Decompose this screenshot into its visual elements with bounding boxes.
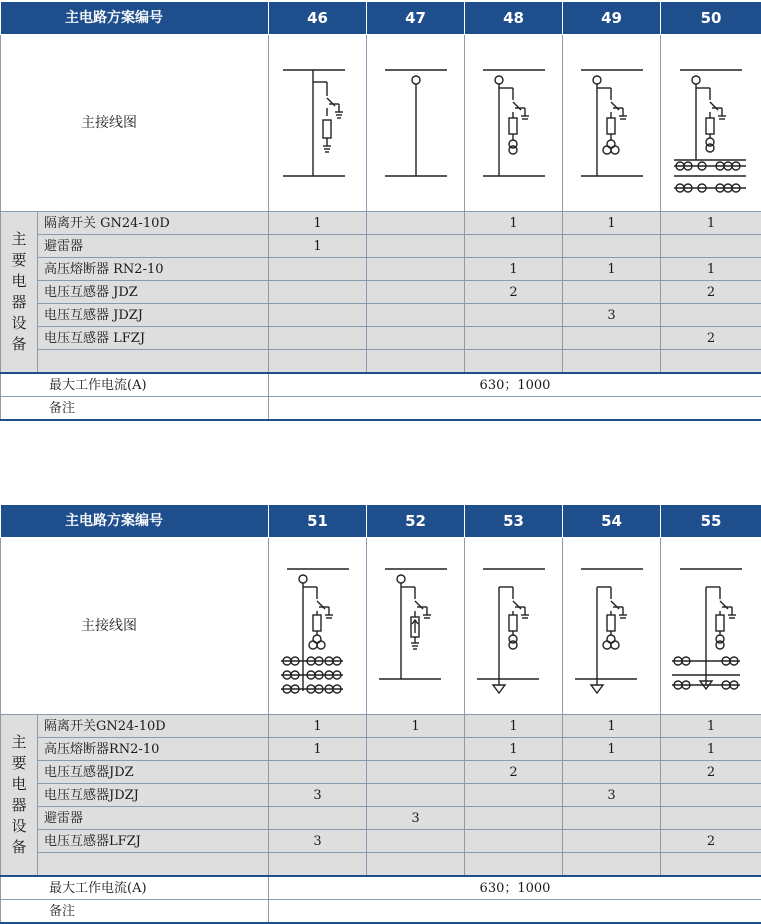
equipment-qty bbox=[269, 281, 367, 304]
equipment-qty bbox=[465, 235, 563, 258]
diagram-cell bbox=[661, 35, 761, 212]
equipment-row bbox=[1, 807, 761, 830]
equipment-name bbox=[38, 350, 269, 374]
equipment-qty bbox=[563, 281, 661, 304]
equipment-qty bbox=[465, 784, 563, 807]
equipment-row bbox=[1, 830, 761, 853]
equipment-qty bbox=[465, 853, 563, 877]
equipment-name: 高压熔断器 RN2-10 bbox=[38, 258, 269, 281]
side-char: 备 bbox=[11, 838, 27, 856]
scheme-number: 53 bbox=[465, 505, 563, 538]
main-equipment-label bbox=[1, 715, 38, 877]
equipment-qty: 1 bbox=[367, 715, 465, 738]
max-current-value: 630；1000 bbox=[269, 373, 761, 397]
equipment-qty bbox=[563, 761, 661, 784]
equipment-row-empty bbox=[1, 350, 761, 374]
max-current-label: 最大工作电流(A) bbox=[1, 373, 269, 397]
equipment-qty: 2 bbox=[661, 327, 761, 350]
scheme-number: 52 bbox=[367, 505, 465, 538]
equipment-qty: 1 bbox=[465, 212, 563, 235]
equipment-qty bbox=[465, 830, 563, 853]
equipment-row bbox=[1, 738, 761, 761]
equipment-qty: 3 bbox=[563, 304, 661, 327]
equipment-qty: 1 bbox=[465, 738, 563, 761]
equipment-row bbox=[1, 281, 761, 304]
scheme-table-1 bbox=[0, 2, 761, 421]
diagram-row bbox=[1, 35, 761, 212]
side-char: 主 bbox=[11, 230, 27, 248]
equipment-qty: 2 bbox=[465, 761, 563, 784]
diagram-cell bbox=[465, 538, 563, 715]
scheme-number-label: 主电路方案编号 bbox=[1, 505, 269, 538]
remark-row bbox=[1, 397, 761, 421]
equipment-qty: 1 bbox=[465, 715, 563, 738]
equipment-row bbox=[1, 212, 761, 235]
remark-value bbox=[269, 397, 761, 421]
equipment-qty bbox=[367, 327, 465, 350]
side-char: 主 bbox=[11, 733, 27, 751]
side-char: 备 bbox=[11, 335, 27, 353]
diagram-cell bbox=[269, 35, 367, 212]
equipment-qty: 1 bbox=[563, 258, 661, 281]
equipment-qty bbox=[367, 235, 465, 258]
max-current-row bbox=[1, 876, 761, 900]
equipment-qty bbox=[367, 350, 465, 374]
pt-ct-triple-icon bbox=[273, 551, 363, 701]
equipment-qty: 2 bbox=[661, 830, 761, 853]
equipment-qty: 1 bbox=[269, 212, 367, 235]
equipment-qty bbox=[269, 853, 367, 877]
equipment-qty: 2 bbox=[465, 281, 563, 304]
equipment-row bbox=[1, 784, 761, 807]
pt-fuse-icon bbox=[469, 48, 559, 198]
cable-pt-icon bbox=[469, 551, 559, 701]
cable-pt-triple-icon bbox=[567, 551, 657, 701]
equipment-qty bbox=[367, 761, 465, 784]
equipment-qty bbox=[367, 281, 465, 304]
side-char: 器 bbox=[11, 796, 27, 814]
equipment-qty bbox=[269, 258, 367, 281]
pt-ct-icon bbox=[666, 48, 756, 198]
equipment-qty bbox=[563, 853, 661, 877]
equipment-qty bbox=[367, 738, 465, 761]
equipment-name: 隔离开关GN24-10D bbox=[38, 715, 269, 738]
equipment-qty bbox=[563, 327, 661, 350]
equipment-name: 电压互感器JDZJ bbox=[38, 784, 269, 807]
scheme-number: 50 bbox=[661, 2, 761, 35]
equipment-row bbox=[1, 327, 761, 350]
diagram-cell bbox=[661, 538, 761, 715]
max-current-label: 最大工作电流(A) bbox=[1, 876, 269, 900]
equipment-qty: 1 bbox=[661, 258, 761, 281]
scheme-number-label: 主电路方案编号 bbox=[1, 2, 269, 35]
equipment-row-empty bbox=[1, 853, 761, 877]
equipment-qty bbox=[269, 304, 367, 327]
diagram-cell bbox=[563, 538, 661, 715]
equipment-qty bbox=[465, 327, 563, 350]
arrester-icon bbox=[371, 551, 461, 701]
max-current-value: 630；1000 bbox=[269, 876, 761, 900]
equipment-qty bbox=[367, 212, 465, 235]
equipment-qty: 1 bbox=[269, 738, 367, 761]
equipment-qty bbox=[465, 807, 563, 830]
equipment-qty bbox=[661, 235, 761, 258]
equipment-qty bbox=[661, 807, 761, 830]
equipment-qty bbox=[367, 258, 465, 281]
equipment-qty bbox=[563, 350, 661, 374]
scheme-number: 49 bbox=[563, 2, 661, 35]
scheme-number: 55 bbox=[661, 505, 761, 538]
header-row bbox=[1, 2, 761, 35]
main-equipment-label bbox=[1, 212, 38, 374]
busbar-only-icon bbox=[371, 48, 461, 198]
equipment-qty bbox=[465, 304, 563, 327]
equipment-row bbox=[1, 715, 761, 738]
equipment-qty bbox=[661, 853, 761, 877]
diagram-label: 主接线图 bbox=[1, 35, 269, 212]
equipment-name: 电压互感器 JDZ bbox=[38, 281, 269, 304]
equipment-qty bbox=[563, 235, 661, 258]
equipment-qty: 1 bbox=[269, 235, 367, 258]
equipment-name: 电压互感器 LFZJ bbox=[38, 327, 269, 350]
equipment-row bbox=[1, 304, 761, 327]
scheme-number: 48 bbox=[465, 2, 563, 35]
diagram-cell bbox=[367, 538, 465, 715]
equipment-qty: 3 bbox=[367, 807, 465, 830]
remark-label: 备注 bbox=[1, 900, 269, 924]
equipment-qty bbox=[269, 350, 367, 374]
equipment-row bbox=[1, 761, 761, 784]
equipment-qty bbox=[563, 830, 661, 853]
equipment-qty bbox=[269, 761, 367, 784]
side-char: 电 bbox=[11, 775, 27, 793]
diagram-cell bbox=[465, 35, 563, 212]
equipment-qty bbox=[367, 304, 465, 327]
side-char: 电 bbox=[11, 272, 27, 290]
equipment-name: 电压互感器 JDZJ bbox=[38, 304, 269, 327]
equipment-name: 避雷器 bbox=[38, 807, 269, 830]
equipment-qty: 1 bbox=[661, 212, 761, 235]
scheme-number: 51 bbox=[269, 505, 367, 538]
diagram-cell bbox=[269, 538, 367, 715]
equipment-name: 电压互感器JDZ bbox=[38, 761, 269, 784]
equipment-qty bbox=[367, 784, 465, 807]
cable-pt-ct-icon bbox=[666, 551, 756, 701]
side-char: 要 bbox=[11, 251, 27, 269]
diagram-cell bbox=[367, 35, 465, 212]
equipment-qty bbox=[661, 350, 761, 374]
equipment-name bbox=[38, 853, 269, 877]
equipment-name: 避雷器 bbox=[38, 235, 269, 258]
equipment-name: 隔离开关 GN24-10D bbox=[38, 212, 269, 235]
equipment-qty: 1 bbox=[661, 715, 761, 738]
equipment-qty bbox=[367, 853, 465, 877]
remark-value bbox=[269, 900, 761, 924]
side-char: 要 bbox=[11, 754, 27, 772]
equipment-name: 高压熔断器RN2-10 bbox=[38, 738, 269, 761]
side-char: 设 bbox=[11, 817, 27, 835]
remark-row bbox=[1, 900, 761, 924]
equipment-qty: 2 bbox=[661, 761, 761, 784]
scheme-table-2 bbox=[0, 505, 761, 924]
equipment-qty bbox=[661, 304, 761, 327]
pt-triple-icon bbox=[567, 48, 657, 198]
equipment-qty bbox=[465, 350, 563, 374]
equipment-row bbox=[1, 258, 761, 281]
equipment-qty: 1 bbox=[661, 738, 761, 761]
scheme-number: 47 bbox=[367, 2, 465, 35]
equipment-qty: 1 bbox=[563, 212, 661, 235]
diagram-label: 主接线图 bbox=[1, 538, 269, 715]
diagram-row bbox=[1, 538, 761, 715]
equipment-qty bbox=[563, 807, 661, 830]
disconnector-fuse-icon bbox=[273, 48, 363, 198]
equipment-qty: 1 bbox=[563, 715, 661, 738]
remark-label: 备注 bbox=[1, 397, 269, 421]
diagram-cell bbox=[563, 35, 661, 212]
equipment-qty: 3 bbox=[269, 830, 367, 853]
equipment-qty bbox=[269, 807, 367, 830]
equipment-qty bbox=[367, 830, 465, 853]
header-row bbox=[1, 505, 761, 538]
scheme-number: 46 bbox=[269, 2, 367, 35]
equipment-qty: 1 bbox=[563, 738, 661, 761]
equipment-qty: 1 bbox=[465, 258, 563, 281]
equipment-qty: 1 bbox=[269, 715, 367, 738]
equipment-name: 电压互感器LFZJ bbox=[38, 830, 269, 853]
equipment-qty: 3 bbox=[563, 784, 661, 807]
equipment-qty: 2 bbox=[661, 281, 761, 304]
side-char: 设 bbox=[11, 314, 27, 332]
equipment-qty bbox=[661, 784, 761, 807]
equipment-qty bbox=[269, 327, 367, 350]
side-char: 器 bbox=[11, 293, 27, 311]
max-current-row bbox=[1, 373, 761, 397]
equipment-qty: 3 bbox=[269, 784, 367, 807]
scheme-number: 54 bbox=[563, 505, 661, 538]
equipment-row bbox=[1, 235, 761, 258]
